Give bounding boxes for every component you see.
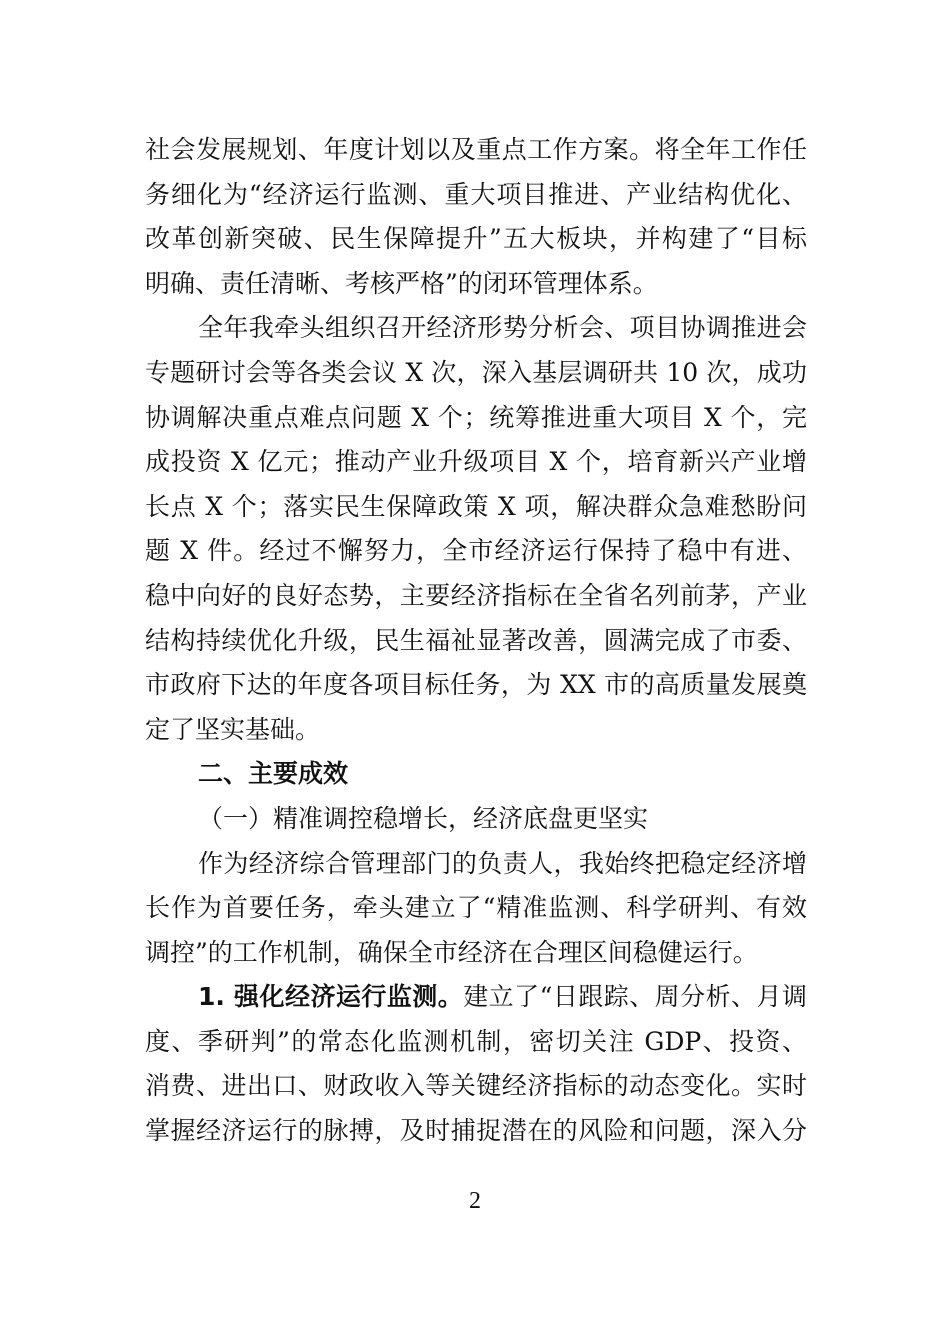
text-line [145,975,807,1020]
text-line: 结构持续优化升级，民生福祉显著改善，圆满完成了市委、 [145,625,807,655]
text-line: 作为经济综合管理部门的负责人，我始终把稳定经济增 [198,848,807,878]
text-line: 掌握经济运行的脉搏，及时捕捉潜在的风险和问题，深入分 [145,1116,807,1146]
page-number: 2 [469,1188,481,1214]
text-span: 建立了“日跟踪、周分析、月调 [463,982,807,1012]
text-line: 改革创新突破、民生保障提升”五大板块，并构建了“目标 [145,224,807,254]
paragraph [145,842,807,976]
text-line: 协调解决重点难点问题 X 个；统筹推进重大项目 X 个，完 [145,402,807,432]
bold-lead: 1. 强化经济运行监测。 [198,982,464,1012]
text-line: 长作为首要任务，牵头建立了“精准监测、科学研判、有效 [145,893,807,923]
document-body [145,128,807,1154]
text-line: 全年我牵头组织召开经济形势分析会、项目协调推进会 [198,313,807,343]
text-line: 市政府下达的年度各项目标任务，为 XX 市的高质量发展奠 [145,670,807,700]
text-line: 明确、责任清晰、考核严格”的闭环管理体系。 [145,268,658,298]
text-line: 消费、进出口、财政收入等关键经济指标的动态变化。实时 [145,1071,807,1101]
paragraph [145,975,807,1153]
paragraph [145,128,807,306]
text-line: 社会发展规划、年度计划以及重点工作方案。将全年工作任 [145,135,807,164]
text-line: 务细化为“经济运行监测、重大项目推进、产业结构优化、 [145,179,807,209]
text-line: 定了坚实基础。 [145,714,321,744]
section-heading: 二、主要成效 [198,759,349,789]
text-line: 成投资 X 亿元；推动产业升级项目 X 个，培育新兴产业增 [145,447,807,477]
paragraph [145,306,807,752]
text-line: 题 X 件。经过不懈努力，全市经济运行保持了稳中有进、 [145,536,807,566]
text-line: 专题研讨会等各类会议 X 次，深入基层调研共 10 次，成功 [145,357,807,387]
subsection-heading: （一）精准调控稳增长，经济底盘更坚实 [198,803,649,833]
text-line: 调控”的工作机制，确保全市经济在合理区间稳健运行。 [145,937,758,967]
text-line: 长点 X 个；落实民生保障政策 X 项，解决群众急难愁盼问 [145,491,807,521]
text-line: 度、季研判”的常态化监测机制，密切关注 GDP、投资、 [145,1026,807,1056]
text-line: 稳中向好的良好态势，主要经济指标在全省名列前茅，产业 [145,580,807,610]
